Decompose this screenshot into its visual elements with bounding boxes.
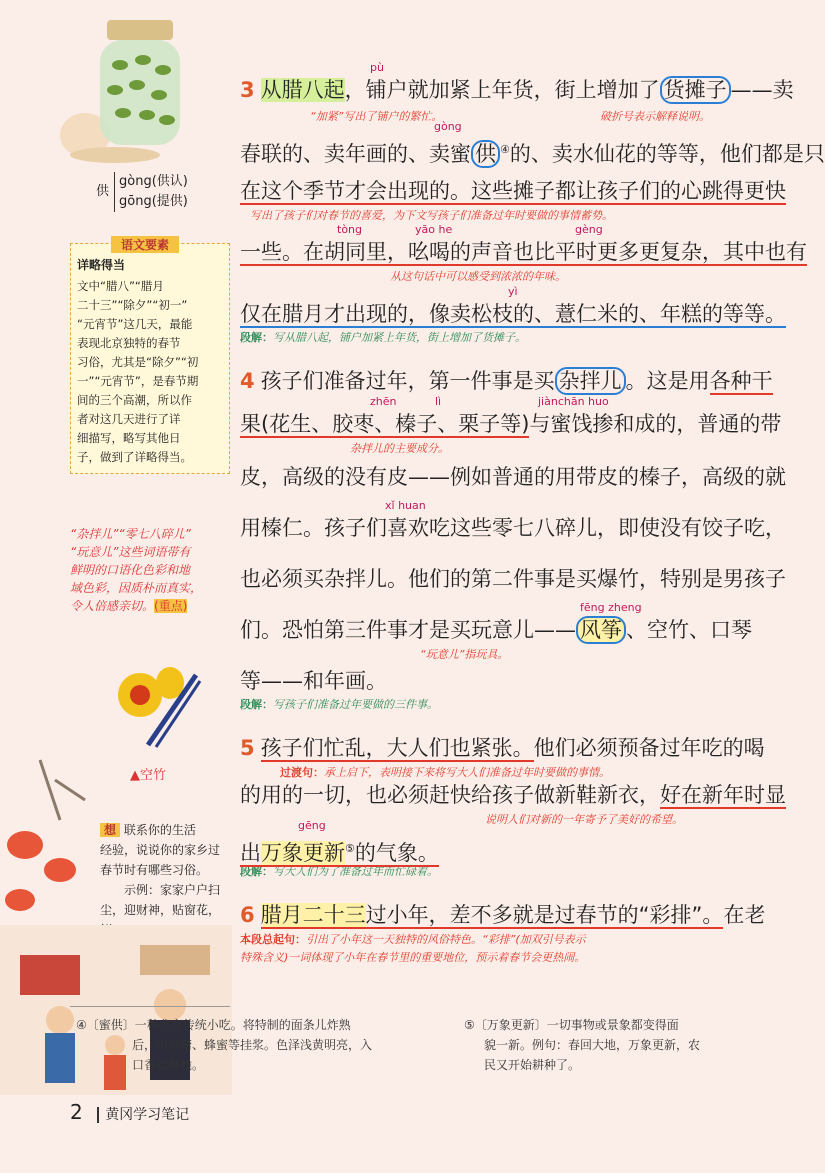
p3-line1: pù 3 从腊八起，铺户就加紧上年货，街上增加了 货摊子 ——卖 bbox=[240, 61, 794, 102]
pickle-jar-illustration bbox=[55, 15, 195, 165]
p3-line2: gòng 春联的、卖年画的、卖蜜 供 ④的、卖水仙花的等等，他们都是只 bbox=[240, 120, 825, 166]
colloquial-words-note: “杂拌儿”“零七八碎儿” “玩意儿”这些词语带有 鲜明的口语化色彩和地 域色彩，因质朴而真实， 令人倍感亲切。(重点) bbox=[70, 527, 203, 613]
lantern-decoration bbox=[0, 760, 95, 920]
paragraph-number: 5 bbox=[240, 736, 255, 760]
paragraph-4 bbox=[240, 368, 786, 713]
p3-note3: 写出了孩子们对春节的喜爱，为下文写孩子们准备过年时要做的事情蓄势。 bbox=[250, 209, 613, 222]
p5-segment-summary: 段解：写大人们为了准备过年而忙碌着。 bbox=[240, 865, 438, 878]
card-body: 文中“腊八”“腊月 二十三”“除夕”“初一” “元宵节”这几天，最能 表现北京独特的春节 习俗，尤其是“除夕”“初 一”“元宵节”，是春节期 间的三个高潮，所以作 者对这几天进行了详 细描写，略写其他日 子，做到了详略得当。 bbox=[77, 279, 199, 464]
p3-line3: 在这个季节才会出现的。这些摊子都让孩子们的心跳得更快 bbox=[240, 179, 786, 203]
p4-note2: 杂拌儿的主要成分。 bbox=[350, 442, 449, 455]
p4-line6: fēng zheng 们。恐怕第三件事才是买玩意儿—— 风筝 、空竹、口琴 bbox=[240, 601, 752, 642]
kongzhu-illustration bbox=[108, 655, 203, 755]
p4-line4: xǐ huan 用榛仁。孩子们喜欢吃这些零七八碎儿，即使没有饺子吃， bbox=[240, 499, 786, 540]
p3-line5: yì 仅在腊月才出现的，像卖松枝的、薏仁米的、年糕的等等。 bbox=[240, 285, 786, 326]
p5-note2: 说明人们对新的一年寄予了美好的希望。 bbox=[485, 813, 683, 826]
footnote-5: ⑤〔万象更新〕一切事物或景象都变得面 貌一新。例句：春回大地，万象更新，农 民又开始耕种了。 bbox=[464, 1018, 701, 1072]
p4-line3: 皮，高级的没有皮——例如普通的用带皮的榛子，高级的就 bbox=[240, 465, 786, 489]
p5-line1: 5 孩子们忙乱，大人们也紧张。他们必须预备过年吃的喝 bbox=[240, 736, 765, 760]
key-badge: (重点) bbox=[154, 599, 188, 613]
paragraph-6 bbox=[240, 902, 766, 967]
p3-note4: 从这句话中可以感受到浓浓的年味。 bbox=[390, 270, 566, 283]
p4-line1: 4 孩子们准备过年，第一件事是买 杂拌儿 。这是用各种干 bbox=[240, 369, 773, 393]
paragraph-number: 4 bbox=[240, 369, 255, 393]
think-tag: 想 bbox=[100, 823, 120, 837]
gong-reading-2: gōng(提供) bbox=[119, 194, 188, 209]
p4-line2: zhēn lì jiànchān huo 果(花生、胶枣、榛子、栗子等)与蜜饯掺和成的，普通的带 bbox=[240, 395, 782, 436]
paragraph-number: 6 bbox=[240, 903, 255, 927]
page-number: 2 bbox=[70, 1100, 83, 1124]
paragraph-5 bbox=[240, 735, 786, 880]
p4-note6: “玩意儿”指玩具。 bbox=[420, 648, 509, 661]
kongzhu-caption: ▲空竹 bbox=[130, 768, 166, 783]
footnote-separator bbox=[70, 1006, 230, 1007]
gong-readings: 供 gòng(供认) gōng(提供) bbox=[96, 172, 188, 212]
p3-segment-summary: 段解：写从腊八起，铺户加紧上年货，街上增加了货摊子。 bbox=[240, 331, 526, 344]
paragraph-3 bbox=[240, 61, 825, 346]
key-point-card bbox=[70, 238, 230, 474]
p5-note1: 过渡句：承上启下，表明接下来将写大人们准备过年时要做的事情。 bbox=[280, 766, 610, 779]
book-title: 黄冈学习笔记 bbox=[97, 1107, 189, 1123]
card-tag: 语文要素 bbox=[111, 236, 179, 253]
paragraph-number: 3 bbox=[240, 78, 255, 102]
article-body bbox=[240, 60, 825, 967]
p4-line7: 等——和年画。 bbox=[240, 669, 387, 693]
footnote-4: ④〔蜜供〕一种北京传统小吃。将特制的面条儿炸熟 后，用砂糖、蜂蜜等挂浆。色泽浅黄明亮，入 口香甜酥脆。 bbox=[76, 1018, 373, 1072]
p3-line4: tòng yāo he gèng 一些。在胡同里，吆喝的声音也比平时更多更复杂，其中也有 bbox=[240, 223, 807, 264]
p5-line2: 的用的一切，也必须赶快给孩子做新鞋新衣，好在新年时显 bbox=[240, 783, 786, 807]
p4-line5: 也必须买杂拌儿。他们的第二件事是买爆竹，特别是男孩子 bbox=[240, 567, 786, 591]
think-box: 想 联系你的生活 经验，说说你的家乡过 春节时有哪些习俗。 示例：家家户户扫 尘，迎财神，贴窗花， bbox=[100, 823, 221, 917]
p3-note1b: 破折号表示解释说明。 bbox=[600, 110, 710, 123]
gong-reading-1: gòng(供认) bbox=[119, 174, 188, 189]
p6-line1: 6 腊月二十三过小年，差不多就是过春节的“彩排”。在老 bbox=[240, 903, 766, 927]
p3-note1a: “加紧”写出了铺户的繁忙。 bbox=[310, 110, 443, 123]
p5-line3: gēng 出万象更新⑤的气象。 bbox=[240, 819, 439, 865]
sidebar bbox=[0, 0, 232, 1173]
p6-note: 本段总起句：引出了小年这一天独特的风俗特色。“彩排”(加双引号表示 特殊含义)一词体现了小年在春节里的重要地位，预示着春节会更热闹。 bbox=[240, 933, 586, 964]
page-footer bbox=[70, 1100, 220, 1124]
p4-segment-summary: 段解：写孩子们准备过年要做的三件事。 bbox=[240, 698, 438, 711]
card-title: 详略得当 bbox=[77, 258, 126, 272]
